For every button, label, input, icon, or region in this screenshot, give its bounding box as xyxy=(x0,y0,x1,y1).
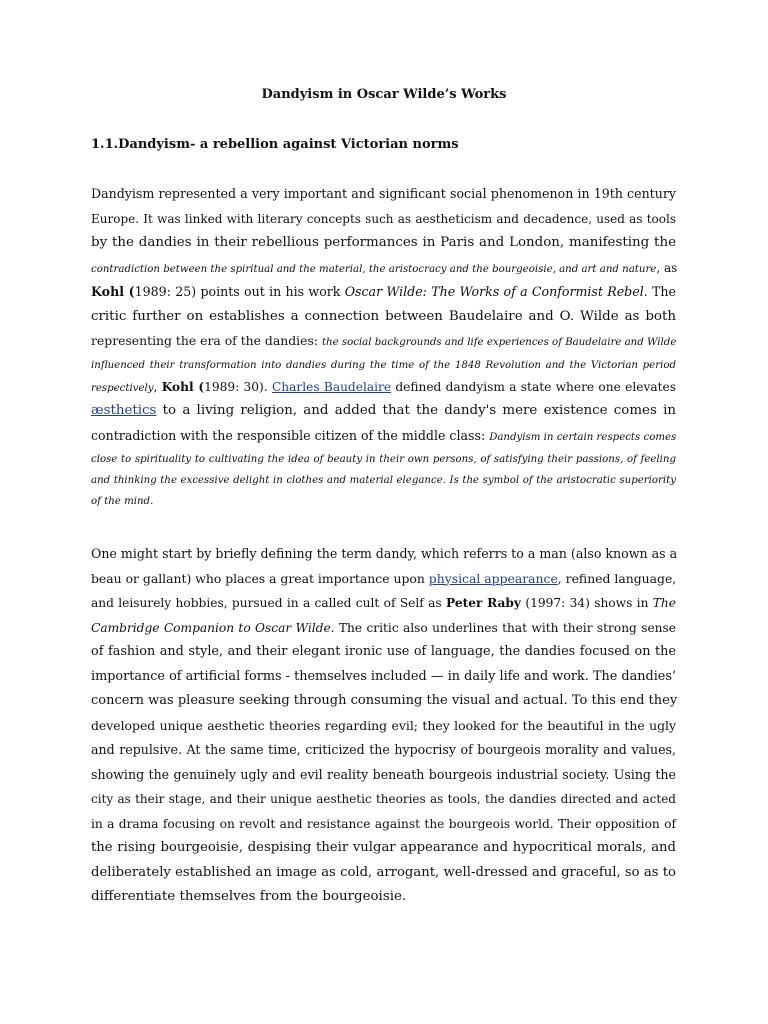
text-fragment: , refined language, xyxy=(557,570,677,586)
text-line: critic further on establishes a connection between Baudelaire and O. Wilde as both xyxy=(91,308,676,324)
text-fragment: to a living religion, and added that the dandy's mere existence comes in xyxy=(156,403,676,418)
text-line xyxy=(91,591,676,616)
work-title: The xyxy=(652,596,676,610)
paragraph-2 xyxy=(91,542,676,910)
text-line: differentiate themselves from the bourgeoisie. xyxy=(91,889,407,904)
author-name: Peter Raby xyxy=(446,596,522,610)
citation: 1989: 25) points out in his work xyxy=(134,284,345,299)
text-line: One might start by briefly defining the term dandy, which referrs to a man (also known as a xyxy=(91,546,678,561)
quote-text: and thinking the excessive delight in clothes and material elegance. Is the symbol of the aristocratic superiority xyxy=(91,475,676,486)
text-line: city as their stage, and their unique aesthetic theories as tools, the dandies directed and acted xyxy=(91,792,676,806)
text-line xyxy=(91,354,676,375)
text-fragment: The xyxy=(647,284,676,299)
paragraph-1 xyxy=(91,182,676,511)
work-title: Oscar Wilde: The Works of a Conformist Rebel. xyxy=(344,284,648,299)
text-fragment: defined dandyism a state where one elevates xyxy=(391,379,676,394)
text-fragment: , xyxy=(153,379,162,394)
text-line xyxy=(91,256,676,281)
text-line xyxy=(91,424,676,449)
text-line xyxy=(91,469,676,490)
text-line xyxy=(91,490,676,511)
text-fragment: contradiction with the responsible citizen of the middle class: xyxy=(91,427,490,443)
citation: 1989: 30). xyxy=(204,379,272,394)
quote-text: close to spirituality to cultivating the idea of beauty in their own persons, of satisfying their passions, of feeling xyxy=(91,454,676,465)
section-heading: 1.1.Dandyism- a rebellion against Victorian norms xyxy=(91,137,459,152)
physical-appearance-link[interactable]: physical appearance xyxy=(428,570,558,586)
citation: (1997: 34) shows in xyxy=(521,596,653,610)
text-line xyxy=(91,448,676,469)
text-line xyxy=(91,616,676,641)
text-line xyxy=(91,375,676,400)
text-fragment: , as xyxy=(656,260,678,275)
quote-text: of the mind. xyxy=(91,496,154,507)
text-line: Europe. It was linked with literary concepts such as aestheticism and decadence, used as tools xyxy=(91,211,676,226)
text-line: of fashion and style, and their elegant ironic use of language, the dandies focused on the xyxy=(91,644,676,659)
text-line xyxy=(91,399,676,424)
text-line: concern was pleasure seeking through consuming the visual and actual. To this end they xyxy=(91,693,678,708)
quote-text: respectively xyxy=(91,382,154,394)
text-line: in a drama focusing on revolt and resistance against the bourgeois world. Their opposition of xyxy=(91,816,676,831)
quote-text: Dandyism in certain respects comes xyxy=(489,431,677,443)
text-line: and repulsive. At the same time, criticized the hypocrisy of bourgeois morality and values, xyxy=(91,742,676,757)
text-line: deliberately established an image as cold, arrogant, well-dressed and graceful, so as to xyxy=(91,864,676,880)
aesthetics-link[interactable]: æsthetics xyxy=(91,403,157,418)
author-name: Kohl ( xyxy=(91,284,135,299)
quote-text: contradiction between the spiritual and the material, the aristocracy and the bourgeoisie, and art and nature xyxy=(91,263,657,275)
text-fragment: The critic also underlines that with their strong sense xyxy=(334,620,676,635)
text-line: developed unique aesthetic theories regarding evil; they looked for the beautiful in the ugly xyxy=(91,717,676,733)
text-line xyxy=(91,280,676,305)
text-line: Dandyism represented a very important and significant social phenomenon in 19th century xyxy=(91,186,676,201)
text-line: by the dandies in their rebellious performances in Paris and London, manifesting the xyxy=(91,235,676,250)
text-fragment: beau or gallant) who places a great importance upon xyxy=(91,570,429,586)
text-line: the rising bourgeoisie, despising their vulgar appearance and hypocritical morals, and xyxy=(91,840,676,855)
text-line xyxy=(91,567,676,592)
text-line: importance of artificial forms - themselves included — in daily life and work. The dandies‘ xyxy=(91,668,676,684)
quote-text: the social backgrounds and life experiences of Baudelaire and Wilde xyxy=(321,337,677,348)
author-name: Kohl ( xyxy=(161,379,205,394)
text-fragment: and leisurely hobbies, pursued in a called cult of Self as xyxy=(91,596,446,610)
quote-text: influenced their transformation into dandies during the time of the 1848 Revolution and the Victorian period xyxy=(91,359,676,371)
document-title: Dandyism in Oscar Wilde’s Works xyxy=(261,87,507,102)
baudelaire-link[interactable]: Charles Baudelaire xyxy=(271,379,392,394)
text-line xyxy=(91,329,676,354)
work-title: Cambridge Companion to Oscar Wilde. xyxy=(91,620,335,635)
text-fragment: representing the era of the dandies: xyxy=(91,333,322,348)
text-line: showing the genuinely ugly and evil reality beneath bourgeois industrial society. Using the xyxy=(91,766,676,782)
